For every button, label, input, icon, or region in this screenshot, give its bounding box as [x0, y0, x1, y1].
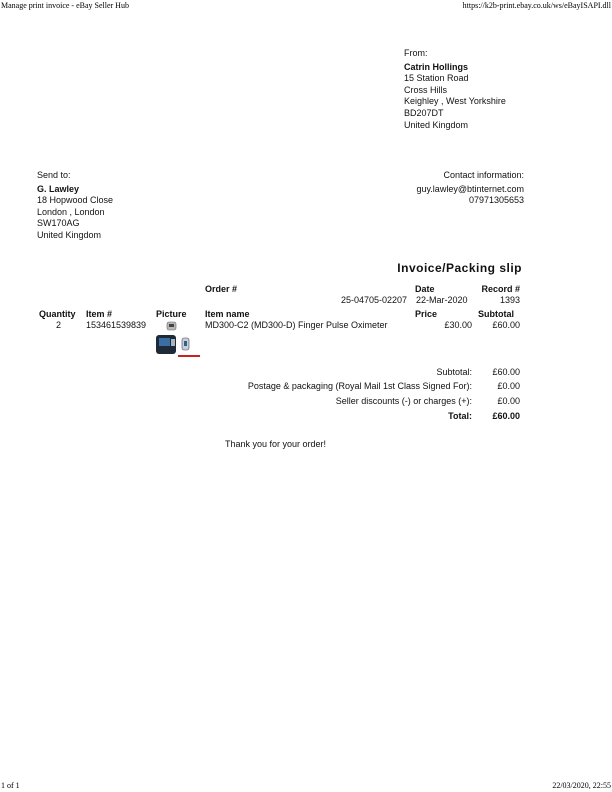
send-to-line: United Kingdom	[37, 229, 102, 240]
record-number-header: Record #	[481, 284, 520, 294]
from-line: BD207DT	[404, 107, 444, 118]
send-to-line: 18 Hopwood Close	[37, 195, 114, 206]
picture-column-header: Picture	[156, 309, 187, 319]
contact-phone: 07971305653	[468, 195, 524, 206]
print-footer	[0, 780, 612, 792]
postage-label: Postage & packaging (Royal Mail 1st Class Signed For):	[247, 381, 472, 391]
postage-value: £0.00	[497, 381, 520, 391]
order-date-header: Date	[415, 284, 435, 294]
page-number: 1 of 1	[1, 781, 20, 790]
total-value: £60.00	[492, 411, 520, 421]
invoice-title: Invoice/Packing slip	[397, 261, 522, 275]
from-line: Cross Hills	[404, 84, 448, 95]
from-line: 15 Station Road	[404, 73, 469, 84]
send-to-line: SW170AG	[37, 218, 80, 229]
send-to-line: London , London	[37, 206, 105, 217]
subtotal-value: £60.00	[492, 367, 520, 377]
item-number-column-header: Item #	[86, 309, 113, 319]
discount-label: Seller discounts (-) or charges (+):	[335, 396, 472, 406]
item-quantity: 2	[56, 320, 62, 330]
send-to-label: Send to:	[37, 170, 71, 180]
discount-value: £0.00	[497, 396, 520, 406]
order-date: 22-Mar-2020	[416, 295, 468, 305]
from-line: Keighley , West Yorkshire	[404, 96, 506, 107]
item-price: £30.00	[444, 320, 472, 330]
print-header-title: Manage print invoice - eBay Seller Hub	[1, 1, 129, 10]
from-line: United Kingdom	[404, 119, 469, 130]
contact-email: guy.lawley@btinternet.com	[416, 183, 524, 194]
order-number: 25-04705-02207	[340, 295, 407, 305]
item-subtotal: £60.00	[492, 320, 520, 330]
product-picture	[154, 321, 202, 361]
print-timestamp: 22/03/2020, 22:55	[552, 781, 611, 790]
item-name: MD300-C2 (MD300-D) Finger Pulse Oximeter	[205, 320, 388, 330]
record-number: 1393	[499, 295, 520, 305]
send-to-address	[37, 170, 237, 242]
from-label: From:	[404, 48, 428, 58]
from-name: Catrin Hollings	[404, 61, 469, 72]
item-number: 153461539839	[86, 320, 147, 330]
price-column-header: Price	[415, 309, 438, 319]
item-name-column-header: Item name	[205, 309, 250, 319]
from-address	[404, 48, 604, 131]
send-to-name: G. Lawley	[37, 183, 80, 194]
subtotal-label: Subtotal:	[436, 367, 472, 377]
order-number-header: Order #	[205, 284, 238, 294]
thank-you-message: Thank you for your order!	[225, 439, 327, 449]
print-header-url: https://k2b-print.ebay.co.uk/ws/eBayISAPI.dll	[462, 1, 611, 10]
total-label: Total:	[448, 411, 472, 421]
subtotal-column-header: Subtotal	[478, 309, 514, 319]
contact-information	[284, 170, 524, 207]
print-header	[0, 0, 612, 12]
quantity-column-header: Quantity	[39, 309, 76, 319]
contact-label: Contact information:	[443, 170, 524, 180]
